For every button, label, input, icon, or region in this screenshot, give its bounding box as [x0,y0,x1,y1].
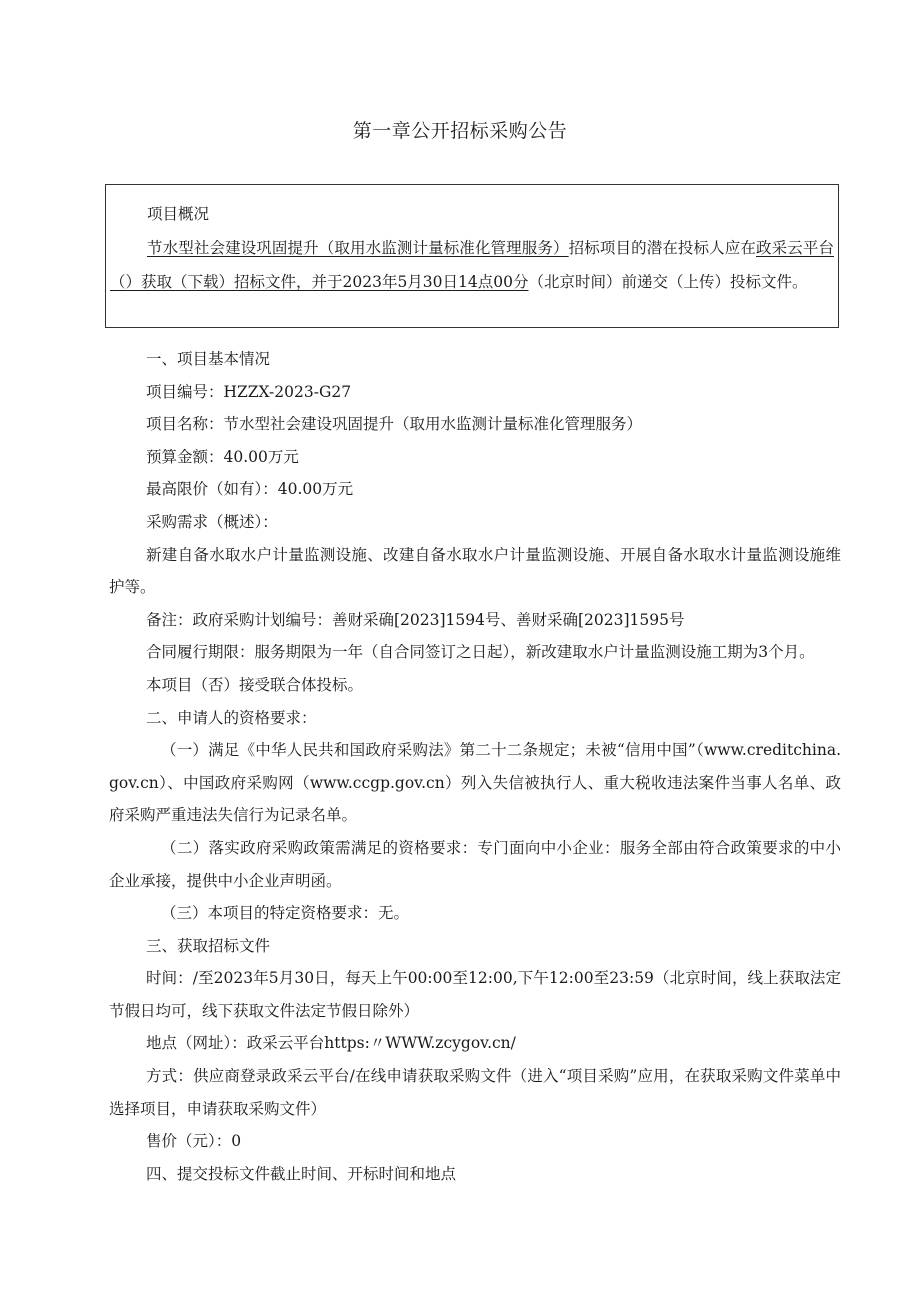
obtain-method: 方式：供应商登录政采云平台/在线申请获取采购文件（进入“项目采购”应用，在获取采购文件菜单中选择项目，申请获取采购文件） [109,1067,841,1118]
section-2-heading: 二、申请人的资格要求： [146,708,317,727]
contract-period: 合同履行期限：服务期限为一年（自合同签订之日起），新改建取水户计量监测设施工期为3个月。 [146,643,815,662]
overview-text-part-1: 招标项目的潜在投标人应在 [568,239,757,257]
announcement-body [109,343,841,1190]
project-overview-box [105,184,839,328]
section-4-heading: 四、提交投标文件截止时间、开标时间和地点 [146,1164,457,1183]
project-number: 项目编号：HZZX-2023-G27 [146,382,352,401]
requirement-1: （一）满足《中华人民共和国政府采购法》第二十二条规定；未被“信用中国”（www.creditchina.gov.cn）、中国政府采购网（www.ccgp.gov.cn）列入失信被执行人、重大税收违法案件当事人名单、政府采购严重违法失信行为记录名单。 [109,741,841,825]
platform-deadline-link[interactable]: 政采云平台（）获取（下载）招标文件，并于2023年5月30日14点00分 [110,239,834,291]
overview-heading: 项目概况 [147,205,210,223]
obtain-time: 时间：/至2023年5月30日，每天上午00:00至12:00,下午12:00至23:59（北京时间，线上获取法定节假日均可，线下获取文件法定节假日除外） [109,969,841,1020]
overview-text-part-2: （北京时间）前递交（上传）投标文件。 [528,273,808,291]
consortium-note: 本项目（否）接受联合体投标。 [146,675,364,694]
page-title: 第一章公开招标采购公告 [352,120,568,142]
max-price: 最高限价（如有）：40.00万元 [146,480,354,499]
obtain-location: 地点（网址）：政采云平台https:〃WWW.zcygov.cn/ [146,1034,516,1053]
demand-label: 采购需求（概述）： [146,512,278,531]
project-name-link[interactable]: 节水型社会建设巩固提升（取用水监测计量标准化管理服务） [147,239,569,257]
section-1-heading: 一、项目基本情况 [146,350,271,368]
document-price: 售价（元）：0 [146,1132,242,1151]
demand-text: 新建自备水取水户计量监测设施、改建自备水取水户计量监测设施、开展自备水取水计量监测设施维护等。 [109,545,841,597]
requirement-3: （三）本项目的特定资格要求：无。 [161,904,410,923]
budget-amount: 预算金额：40.00万元 [146,447,299,466]
section-3-heading: 三、获取招标文件 [146,936,271,955]
overview-text [110,231,834,299]
plan-note: 备注：政府采购计划编号：善财采确[2023]1594号、善财采确[2023]1595号 [146,610,685,629]
project-name: 项目名称：节水型社会建设巩固提升（取用水监测计量标准化管理服务） [146,415,643,434]
requirement-2: （二）落实政府采购政策需满足的资格要求：专门面向中小企业：服务全部由符合政策要求的中小企业承接，提供中小企业声明函。 [109,838,841,890]
